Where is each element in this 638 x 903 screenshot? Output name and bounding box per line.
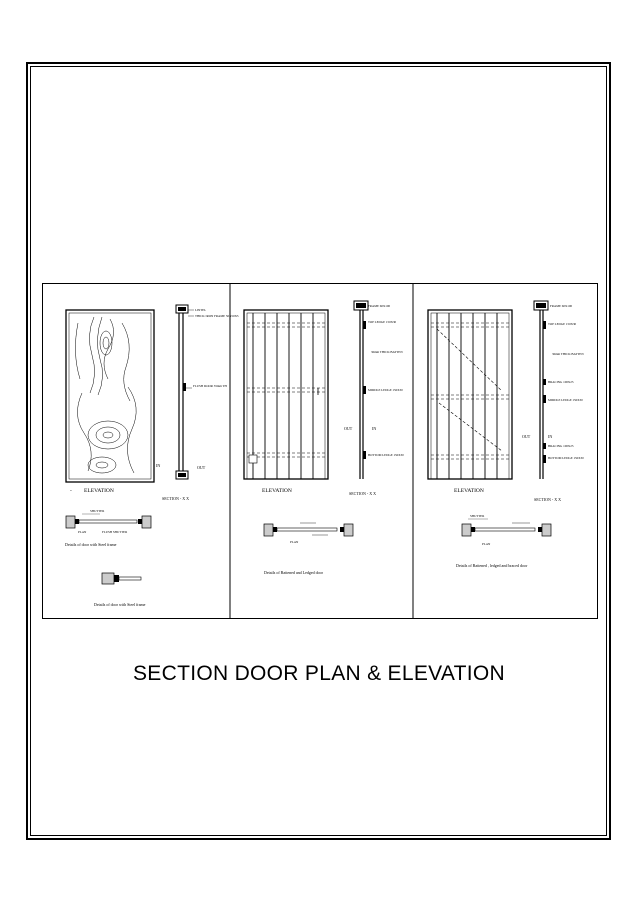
- svg-text:TOP LEDGE 150X30: TOP LEDGE 150X30: [548, 322, 577, 326]
- svg-text:FLUSH DOOR 35mm TH: FLUSH DOOR 35mm TH: [193, 384, 227, 388]
- braced-detail-title: Details of Battened , ledged and braced door: [456, 563, 528, 568]
- battened-detail-title: Details of Battened and Ledged door: [264, 570, 323, 575]
- braced-section-label: SECTION - X X: [534, 497, 561, 502]
- svg-text:30mm THICK BATTEN: 30mm THICK BATTEN: [371, 350, 403, 354]
- svg-text:MIDDLE LEDGE 150X30: MIDDLE LEDGE 150X30: [368, 388, 403, 392]
- svg-text:LINTEL: LINTEL: [195, 308, 207, 312]
- battened-elevation-label: ELEVATION: [262, 488, 292, 494]
- svg-text:MIDDLE LEDGE 150X30: MIDDLE LEDGE 150X30: [548, 398, 583, 402]
- svg-text:BOTTOM LEDGE 150X30: BOTTOM LEDGE 150X30: [368, 453, 404, 457]
- braced-in-label: IN: [548, 434, 553, 439]
- svg-text:30mm THICK BATTEN: 30mm THICK BATTEN: [552, 352, 584, 356]
- steel-frame-title: Details of door with Steel frame: [94, 602, 146, 607]
- flush-out-label: OUT: [197, 465, 206, 470]
- page-caption: SECTION DOOR PLAN & ELEVATION: [133, 662, 505, 685]
- svg-text:FLUSH SHUTTER: FLUSH SHUTTER: [102, 530, 128, 534]
- flush-elevation-label: ELEVATION: [84, 488, 114, 494]
- svg-text:-: -: [70, 488, 72, 494]
- door-drawing-sheet: [42, 283, 598, 619]
- flush-in-label: IN: [156, 463, 161, 468]
- svg-text:FRAME 60X100: FRAME 60X100: [550, 304, 573, 308]
- svg-text:THICK IRON FRAME 50X50X5: THICK IRON FRAME 50X50X5: [195, 314, 239, 318]
- svg-text:PLAN: PLAN: [482, 542, 491, 546]
- battened-out-label: OUT: [344, 426, 353, 431]
- drawing-border: [43, 284, 598, 619]
- svg-text:SHUTTER: SHUTTER: [470, 514, 485, 518]
- svg-text:BOTTOM LEDGE 150X30: BOTTOM LEDGE 150X30: [548, 456, 584, 460]
- battened-in-label: IN: [372, 426, 377, 431]
- svg-text:TOP LEDGE 150X30: TOP LEDGE 150X30: [368, 320, 397, 324]
- svg-text:BRACING 100X25: BRACING 100X25: [548, 444, 574, 448]
- flush-detail-title: Details of door with Steel frame: [65, 542, 117, 547]
- svg-text:BRACING 100X25: BRACING 100X25: [548, 380, 574, 384]
- flush-section-label: SECTION - X X: [162, 496, 189, 501]
- svg-text:PLAN: PLAN: [78, 530, 87, 534]
- braced-elevation-label: ELEVATION: [454, 488, 484, 494]
- braced-out-label: OUT: [522, 434, 531, 439]
- svg-text:FRAME 60X100: FRAME 60X100: [368, 304, 391, 308]
- svg-text:SHUTTER: SHUTTER: [90, 509, 105, 513]
- battened-section-label: SECTION - X X: [349, 491, 376, 496]
- svg-text:PLAN: PLAN: [290, 540, 299, 544]
